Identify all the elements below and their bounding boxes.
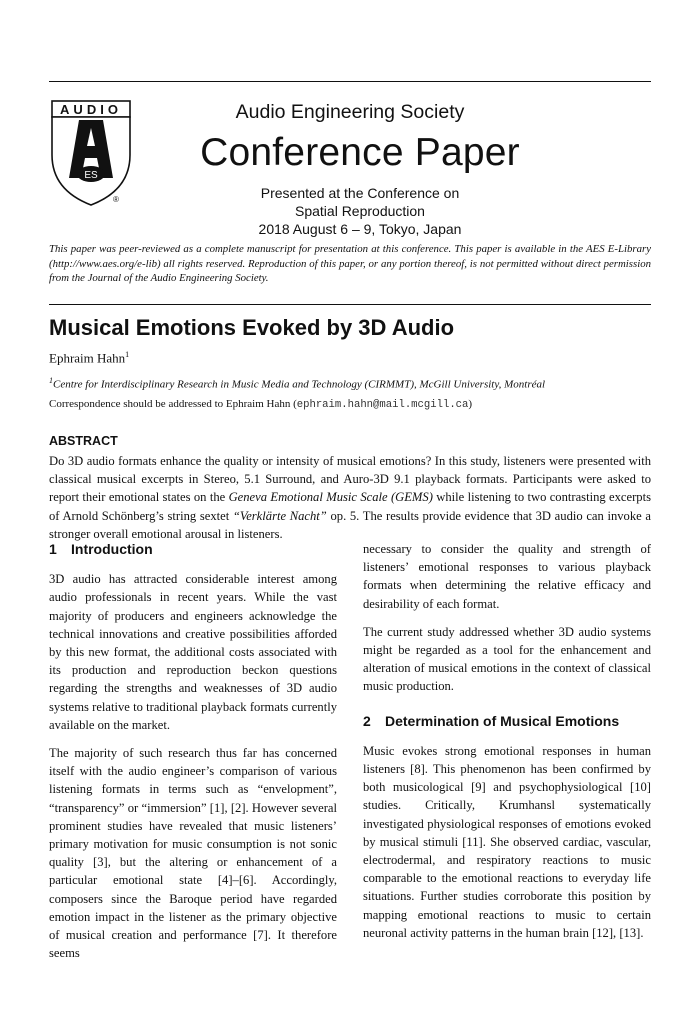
presented-at <box>150 184 570 238</box>
section-title: Introduction <box>71 541 153 557</box>
presented-line-1: Presented at the Conference on <box>260 185 460 201</box>
abstract-text <box>49 452 651 543</box>
abstract-part-3: op. 5. The results provide evidence that 3D audio can invoke a stronger overall emotional arousal in listeners. <box>49 508 651 541</box>
right-column <box>363 540 651 952</box>
paragraph: Music evokes strong emotional responses in human listeners [8]. This phenomenon has been confirmed by both musicological [9] and psychophysiological [10] studies. Critically, Krumhansl systematically investigated physiological responses of emotions evoked by musical stimuli [11]. She observed cardiac, vascular, electrodermal, and respiratory reactions to music comparable to the emotional reactions to everyday life situations. Further studies corroborate this position by mapping emotional reactions to music to certain neuronal activity patterns in the human brain [12], [13]. <box>363 743 651 940</box>
abstract-italic-title: “Verklärte Nacht” <box>232 508 327 523</box>
abstract-part-1: Do 3D audio formats enhance the quality or intensity of musical emotions? In this study, listeners were presented with classical musical excerpts in Stereo, 5.1 Surround, and Auro-3D 9.1 playback formats. Participants were asked to report their emotional states on the <box>49 454 651 505</box>
correspondence-email[interactable]: ephraim.hahn@mail.mcgill.ca <box>296 399 469 411</box>
paragraph: The majority of such research thus far has concerned itself with the audio engineer’s comparison of various listening formats in terms such as “envelopment”, “transparency” or “immersion” [1], [2]. However several prominent studies have revealed that music listeners’ primary motivation for music consumption is not sonic quality [3], but the altering or enhancement of a particular emotional state [4]–[6]. Accordingly, composers since the Baroque period have regarded emotion impact in the listener as the primary objective of musical creation and performance [7]. It therefore seems <box>49 746 337 961</box>
section-number: 2 <box>363 712 371 729</box>
presented-line-2: Spatial Reproduction <box>295 203 425 219</box>
logo-top-text: AUDIO <box>60 102 122 117</box>
affiliation-text: Centre for Interdisciplinary Research in Music Media and Technology (CIRMMT), McGill University, Montréal <box>53 378 546 391</box>
logo-bottom-text: ES <box>84 170 98 181</box>
presented-line-3: 2018 August 6 – 9, Tokyo, Japan <box>258 221 462 237</box>
paragraph: The current study addressed whether 3D audio systems might be regarded as a tool for the enhancement and alteration of musical emotions in the context of classical music production. <box>363 624 651 694</box>
abstract-part-2: while listening to two contrasting excerpts of Arnold Schönberg’s string sextet <box>49 490 651 523</box>
logo-registered-mark: ® <box>113 195 119 204</box>
section-title: Determination of Musical Emotions <box>385 712 620 729</box>
peer-review-notice: This paper was peer-reviewed as a complete manuscript for presentation at this conference. This paper is available in the AES E-Library (http://www.aes.org/e-lib) all rights reserved. Reproduction of this paper, or any portion thereof, is not permitted without direct permission from the Journal of the Audio Engineering Society. <box>49 243 651 284</box>
affiliation-mark: 1 <box>49 376 53 385</box>
author-name: Ephraim Hahn <box>49 350 126 366</box>
correspondence-suffix: ) <box>468 398 473 410</box>
document-type: Conference Paper <box>200 131 520 174</box>
society-name: Audio Engineering Society <box>235 101 465 123</box>
middle-rule <box>49 304 651 305</box>
correspondence <box>49 398 669 411</box>
author <box>49 350 129 366</box>
abstract-italic-gems: Geneva Emotional Music Scale (GEMS) <box>228 490 433 505</box>
correspondence-prefix: Correspondence should be addressed to Ephraim Hahn ( <box>49 398 297 410</box>
author-affiliation-mark: 1 <box>125 350 130 359</box>
paper-title: Musical Emotions Evoked by 3D Audio <box>49 315 455 340</box>
abstract-heading: ABSTRACT <box>49 434 118 448</box>
section-heading-introduction <box>49 540 337 558</box>
paragraph: 3D audio has attracted considerable interest among audio professionals in recent years. While the vast majority of producers and engineers acknowledge the technical innovations and creative possibilities afforded by this new format, the additional costs associated with its production and reproduction beckon questions regarding the strengths and weaknesses of 3D audio systems relative to traditional playback formats currently available on the market. <box>49 572 337 732</box>
section-number: 1 <box>49 541 57 557</box>
affiliation <box>49 376 669 391</box>
top-rule <box>49 81 651 82</box>
aes-logo <box>51 100 131 210</box>
paragraph: necessary to consider the quality and strength of listeners’ emotional responses to various playback formats when determining the relative efficacy and desirability of each format. <box>363 542 651 611</box>
section-heading-determination <box>363 712 651 730</box>
left-column <box>49 540 337 972</box>
